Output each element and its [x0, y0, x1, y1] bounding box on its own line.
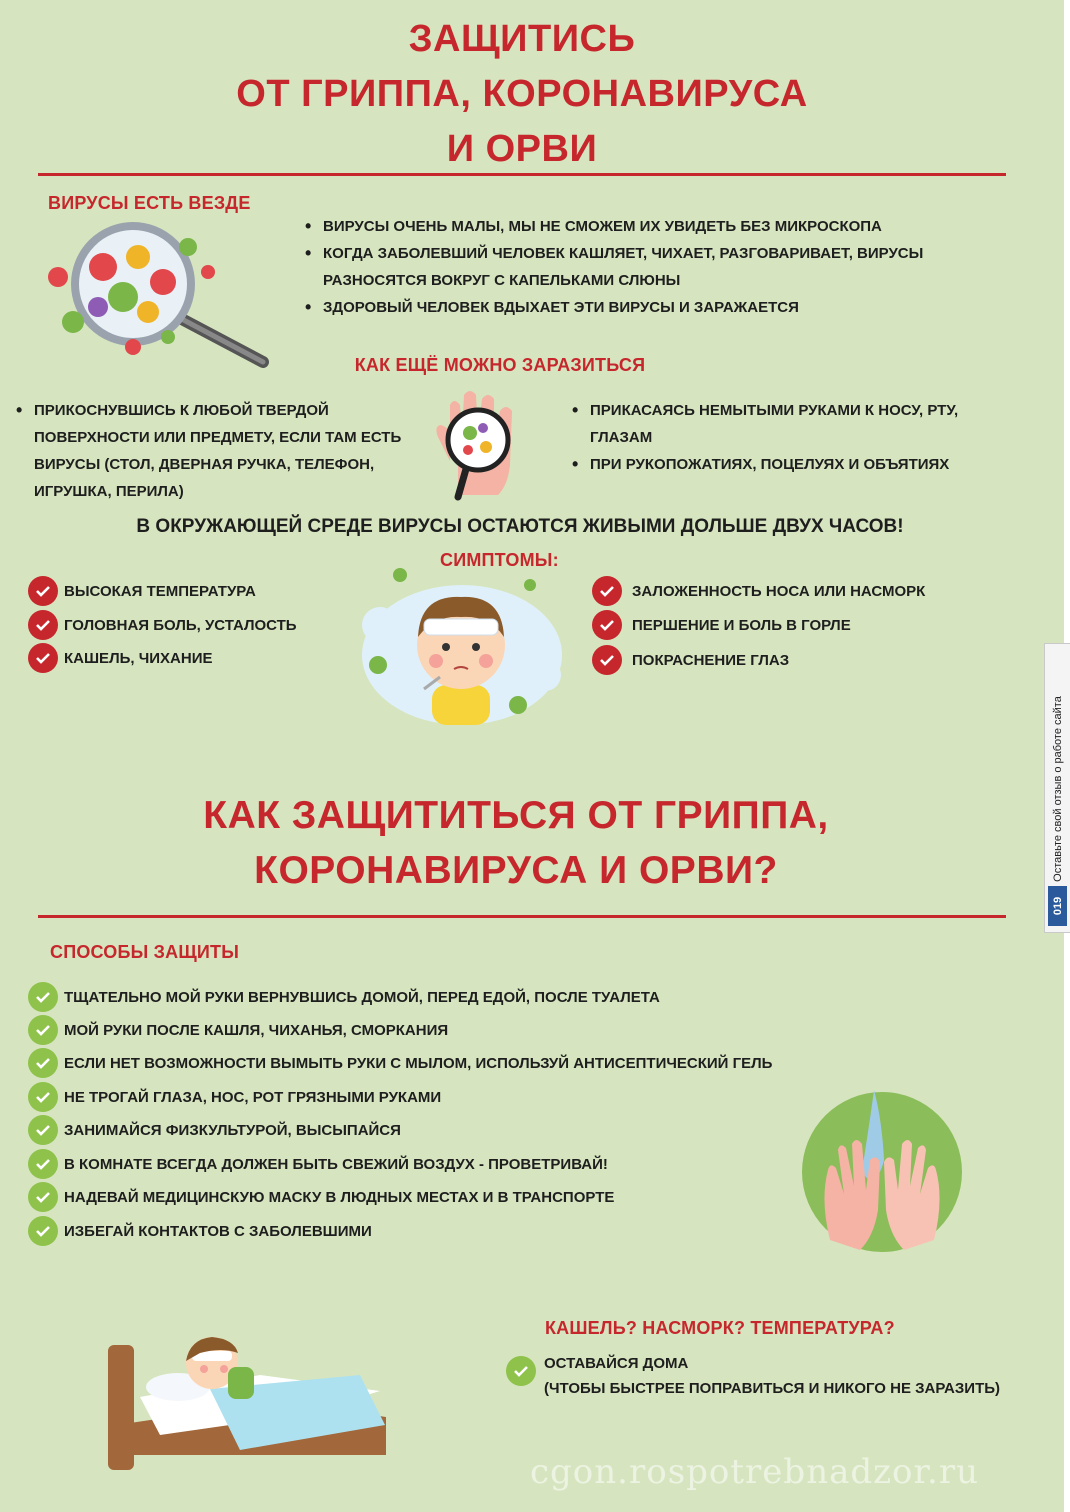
- protect-divider: [38, 915, 1006, 918]
- symptom-label: КАШЕЛЬ, ЧИХАНИЕ: [64, 649, 213, 667]
- check-icon: [592, 610, 622, 640]
- viruses-list: [305, 213, 925, 321]
- symptom-label: ЗАЛОЖЕННОСТЬ НОСА ИЛИ НАСМОРК: [632, 582, 926, 600]
- viruses-bullet: • ЗДОРОВЫЙ ЧЕЛОВЕК ВДЫХАЕТ ЭТИ ВИРУСЫ И ЗАРАЖАЕТСЯ: [305, 294, 925, 321]
- protection-label: В КОМНАТЕ ВСЕГДА ДОЛЖЕН БЫТЬ СВЕЖИЙ ВОЗДУХ - ПРОВЕТРИВАЙ!: [64, 1155, 608, 1173]
- check-icon: [592, 576, 622, 606]
- symptom-label: ПОКРАСНЕНИЕ ГЛАЗ: [632, 651, 790, 669]
- protection-item: [28, 1216, 372, 1246]
- protection-item: [28, 1115, 401, 1145]
- symptom-item: [28, 643, 212, 673]
- symptom-label: ВЫСОКАЯ ТЕМПЕРАТУРА: [64, 582, 256, 600]
- protection-label: НАДЕВАЙ МЕДИЦИНСКУЮ МАСКУ В ЛЮДНЫХ МЕСТАХ И В ТРАНСПОРТЕ: [64, 1188, 615, 1206]
- main-title-line3: И ОРВИ: [446, 128, 598, 170]
- check-icon: [28, 576, 58, 606]
- viruses-bullet: • ВИРУСЫ ОЧЕНЬ МАЛЫ, МЫ НЕ СМОЖЕМ ИХ УВИДЕТЬ БЕЗ МИКРОСКОПА: [305, 213, 925, 240]
- protection-label: ИЗБЕГАЙ КОНТАКТОВ С ЗАБОЛЕВШИМИ: [64, 1222, 372, 1240]
- protection-label: ТЩАТЕЛЬНО МОЙ РУКИ ВЕРНУВШИСЬ ДОМОЙ, ПЕРЕД ЕДОЙ, ПОСЛЕ ТУАЛЕТА: [64, 988, 660, 1006]
- infection-bullet: • ПРИ РУКОПОЖАТИЯХ, ПОЦЕЛУЯХ И ОБЪЯТИЯХ: [572, 451, 1012, 478]
- infection-left-list: [16, 397, 416, 505]
- protection-item: [28, 982, 660, 1012]
- protection-item: [28, 1048, 772, 1078]
- check-icon: [28, 982, 58, 1012]
- protect-title-line1: КАК ЗАЩИТИТЬСЯ ОТ ГРИППА,: [203, 794, 829, 837]
- symptoms-heading: СИМПТОМЫ:: [440, 550, 559, 570]
- feedback-tab-label[interactable]: Оставьте свой отзыв о работе сайта: [1052, 696, 1064, 882]
- sick-heading: КАШЕЛЬ? НАСМОРК? ТЕМПЕРАТУРА?: [545, 1318, 895, 1338]
- infection-bullet: • ПРИКОСНУВШИСЬ К ЛЮБОЙ ТВЕРДОЙ ПОВЕРХНОСТИ ИЛИ ПРЕДМЕТУ, ЕСЛИ ТАМ ЕСТЬ ВИРУСЫ (СТОЛ, ДВЕРНАЯ РУЧКА, ТЕЛЕФОН, ИГРУШКА, ПЕРИЛА): [16, 397, 416, 505]
- protection-item: [28, 1149, 608, 1179]
- sick-boy-illustration: [350, 565, 570, 735]
- check-icon: [28, 1082, 58, 1112]
- viruses-heading: ВИРУСЫ ЕСТЬ ВЕЗДЕ: [48, 193, 251, 213]
- protection-label: ЕСЛИ НЕТ ВОЗМОЖНОСТИ ВЫМЫТЬ РУКИ С МЫЛОМ, ИСПОЛЬЗУЙ АНТИСЕПТИЧЕСКИЙ ГЕЛЬ: [64, 1054, 773, 1072]
- symptom-label: ГОЛОВНАЯ БОЛЬ, УСТАЛОСТЬ: [64, 616, 297, 634]
- protect-heading: СПОСОБЫ ЗАЩИТЫ: [50, 942, 240, 962]
- hand-washing-illustration: [800, 1090, 964, 1254]
- infection-heading: КАК ЕЩЁ МОЖНО ЗАРАЗИТЬСЯ: [354, 355, 646, 375]
- symptom-item: [592, 610, 851, 640]
- check-icon: [28, 1115, 58, 1145]
- check-icon: [28, 1015, 58, 1045]
- protect-title-line2: КОРОНАВИРУСА И ОРВИ?: [254, 849, 778, 892]
- protection-label: МОЙ РУКИ ПОСЛЕ КАШЛЯ, ЧИХАНЬЯ, СМОРКАНИЯ: [64, 1021, 449, 1039]
- protection-item: [28, 1182, 614, 1212]
- stay-home-line2: (ЧТОБЫ БЫСТРЕЕ ПОПРАВИТЬСЯ И НИКОГО НЕ ЗАРАЗИТЬ): [544, 1380, 1001, 1397]
- hand-magnifier-illustration: [428, 385, 538, 503]
- main-title-line1: ЗАЩИТИСЬ: [408, 18, 636, 60]
- check-icon: [28, 1216, 58, 1246]
- feedback-tab-badge[interactable]: [1048, 886, 1067, 926]
- infection-note: В ОКРУЖАЮЩЕЙ СРЕДЕ ВИРУСЫ ОСТАЮТСЯ ЖИВЫМИ ДОЛЬШЕ ДВУХ ЧАСОВ!: [136, 516, 904, 537]
- feedback-tab[interactable]: [1044, 643, 1070, 933]
- protection-item: [28, 1082, 441, 1112]
- viruses-bullet: • КОГДА ЗАБОЛЕВШИЙ ЧЕЛОВЕК КАШЛЯЕТ, ЧИХАЕТ, РАЗГОВАРИВАЕТ, ВИРУСЫ РАЗНОСЯТСЯ ВОКРУГ С КАПЕЛЬКАМИ СЛЮНЫ: [305, 240, 925, 294]
- check-icon: [28, 610, 58, 640]
- check-icon: [506, 1356, 536, 1386]
- infection-bullet: • ПРИКАСАЯСЬ НЕМЫТЫМИ РУКАМИ К НОСУ, РТУ, ГЛАЗАМ: [572, 397, 1012, 451]
- protect-title: [0, 788, 1032, 898]
- header-divider: [38, 173, 1006, 176]
- symptom-item: [592, 645, 789, 675]
- protection-label: НЕ ТРОГАЙ ГЛАЗА, НОС, РОТ ГРЯЗНЫМИ РУКАМИ: [64, 1088, 442, 1106]
- stay-home-item: [506, 1350, 1000, 1401]
- symptom-label: ПЕРШЕНИЕ И БОЛЬ В ГОРЛЕ: [632, 616, 851, 634]
- sick-child-bed-illustration: [100, 1305, 390, 1475]
- stay-home-text: [544, 1350, 1000, 1401]
- main-title-line2: ОТ ГРИППА, КОРОНАВИРУСА: [236, 73, 808, 115]
- magnifier-viruses-illustration: [38, 222, 278, 372]
- check-icon: [28, 1048, 58, 1078]
- check-icon: [28, 643, 58, 673]
- stay-home-line1: ОСТАВАЙСЯ ДОМА: [544, 1355, 689, 1372]
- check-icon: [28, 1182, 58, 1212]
- symptom-item: [28, 610, 297, 640]
- symptom-item: [28, 576, 256, 606]
- main-title: [0, 12, 1044, 177]
- protection-item: [28, 1015, 448, 1045]
- infection-right-list: [572, 397, 1012, 478]
- symptom-item: [592, 576, 925, 606]
- check-icon: [28, 1149, 58, 1179]
- check-icon: [592, 645, 622, 675]
- site-watermark: cgon.rospotrebnadzor.ru: [530, 1452, 979, 1492]
- feedback-tab-number: 019: [1051, 896, 1064, 916]
- protection-label: ЗАНИМАЙСЯ ФИЗКУЛЬТУРОЙ, ВЫСЫПАЙСЯ: [64, 1121, 401, 1139]
